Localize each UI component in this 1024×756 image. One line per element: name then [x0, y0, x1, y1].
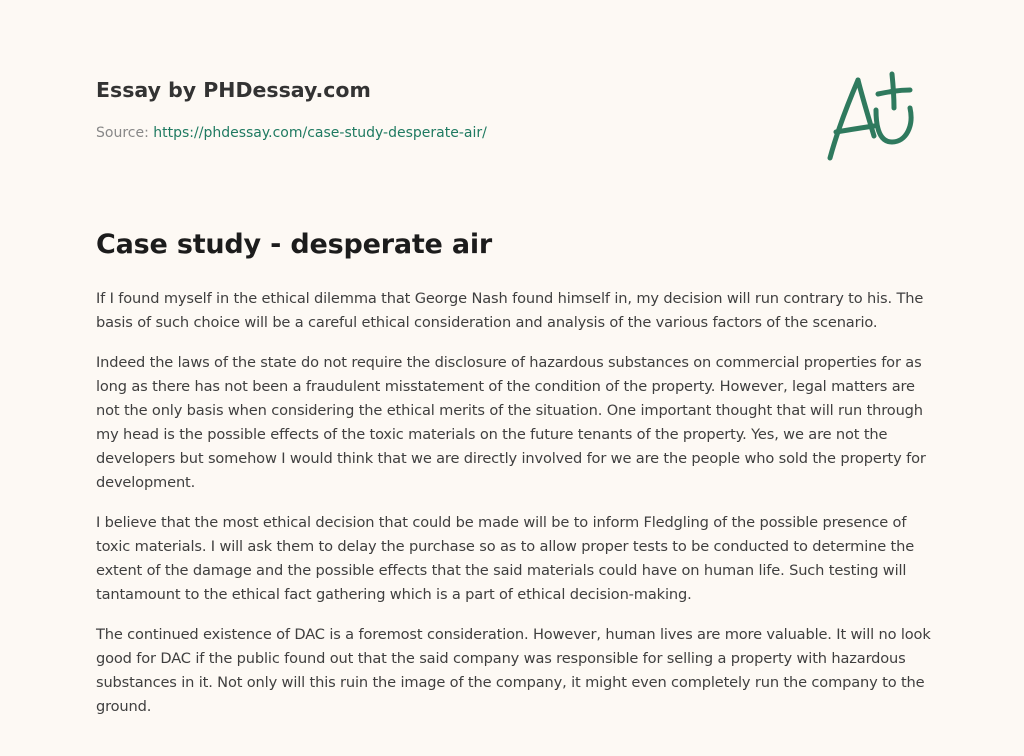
essay-paragraph: If I found myself in the ethical dilemma that George Nash found himself in, my decision will run contrary to his. The basis of such choice will be a careful ethical consideration and analysis of the various factors of the scenario. — [96, 290, 924, 331]
essay-title: Case study - desperate air — [96, 229, 493, 260]
essay-paragraph: The continued existence of DAC is a foremost consideration. However, human lives are more valuable. It will no look good for DAC if the public found out that the said company was responsible for selling a property with hazardous substances in it. Not only will this ruin the image of the company, it might even completely run the company to the ground. — [96, 626, 931, 715]
essay-header — [96, 76, 796, 142]
source-link[interactable]: https://phdessay.com/case-study-desperate-air/ — [153, 125, 487, 141]
source-line — [96, 124, 796, 142]
essay-paragraph: I believe that the most ethical decision that could be made will be to inform Fledgling of the possible presence of toxic materials. I will ask them to delay the purchase so as to allow proper tests to be conducted to determine the extent of the damage and the possible effects that the said materials could have on human life. Such testing will tantamount to the ethical fact gathering which is a part of ethical decision-making. — [96, 514, 915, 603]
brand-title: Essay by PHDessay.com — [96, 78, 371, 102]
a-plus-grade-icon — [822, 66, 930, 164]
source-label: Source: — [96, 125, 149, 141]
essay-article — [96, 226, 932, 735]
essay-paragraph: Indeed the laws of the state do not require the disclosure of hazardous substances on commercial properties for as long as there has not been a fraudulent misstatement of the condition of the property. However, legal matters are not the only basis when considering the ethical merits of the situation. One important thought that will run through my head is the possible effects of the toxic materials on the future tenants of the property. Yes, we are not the developers but somehow I would think that we are directly involved for we are the people who sold the property for development. — [96, 354, 926, 491]
